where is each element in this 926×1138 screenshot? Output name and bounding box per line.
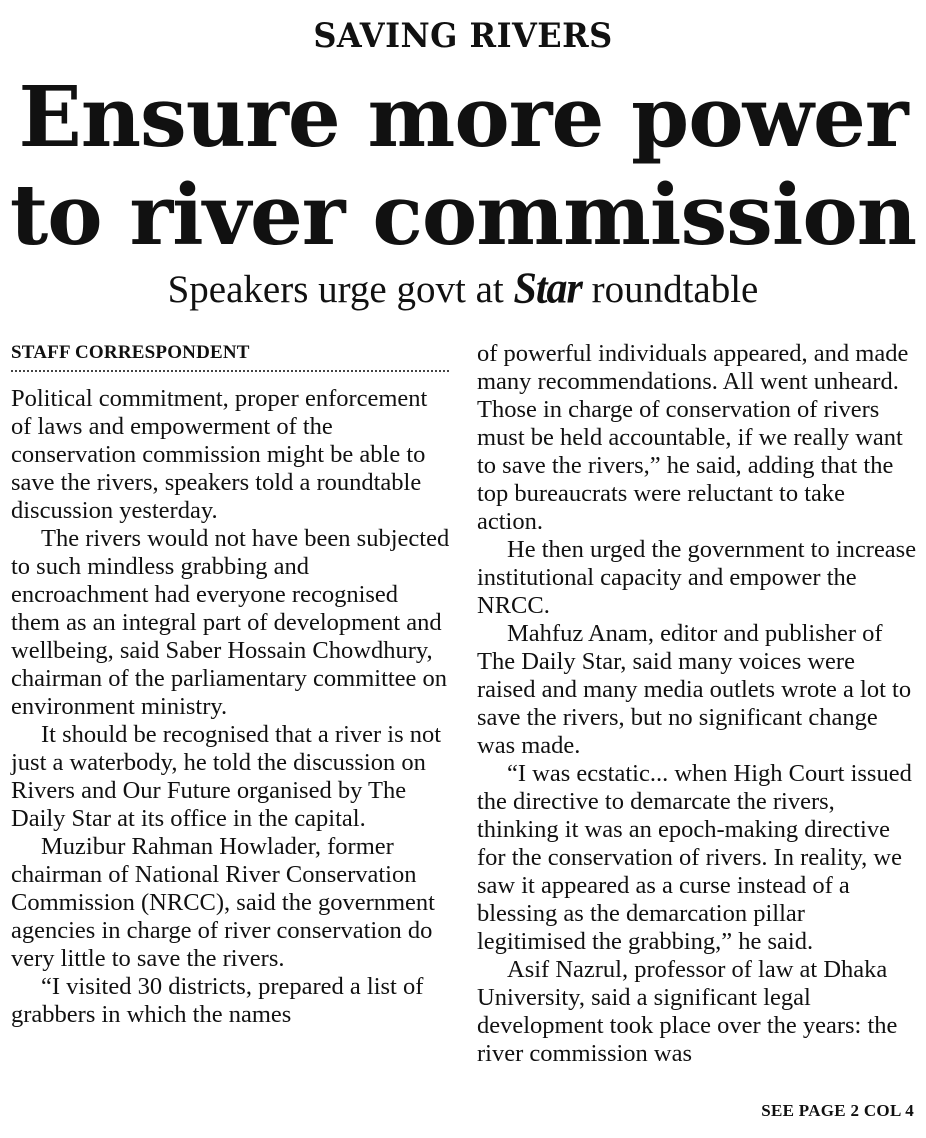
paragraph: Asif Nazrul, professor of law at Dhaka University, said a significant legal development took place over the years: the river commission was	[477, 956, 898, 1067]
paragraph: Mahfuz Anam, editor and publisher of The Daily Star, said many voices were raised and many media outlets wrote a lot to save the rivers, but no significant change was made.	[477, 620, 912, 759]
paragraph: “I visited 30 districts, prepared a list of grabbers in which the names	[11, 973, 424, 1028]
paragraph: Political commitment, proper enforcement of laws and empowerment of the conservation commission might be able to save the rivers, speakers told a roundtable discussion yesterday.	[11, 385, 428, 524]
subhead-before: Speakers urge govt at	[167, 268, 504, 311]
headline-line-2: to river commission	[9, 166, 917, 264]
paragraph: “I was ecstatic... when High Court issued the directive to demarcate the rivers, thinking it was an epoch-making directive for the conservation of rivers. In reality, we saw it appeared as a curse instead of a blessing as the demarcation pillar legitimised the grabbing,” he said.	[477, 760, 912, 955]
subheadline	[0, 263, 926, 316]
paragraph: He then urged the government to increase institutional capacity and empower the NRCC.	[477, 536, 917, 619]
byline-divider	[11, 370, 449, 372]
paragraph: The rivers would not have been subjected to such mindless grabbing and encroachment had everyone recognised them as an integral part of development and wellbeing, said Saber Hossain Chowdhury, chairman of the parliamentary committee on environment ministry.	[11, 525, 450, 720]
star-logo: Star	[513, 264, 582, 314]
right-column	[477, 340, 917, 1068]
paragraph: It should be recognised that a river is not just a waterbody, he told the discussion on Rivers and Our Future organised by The Daily Star at its office in the capital.	[11, 721, 442, 832]
subhead-after: roundtable	[591, 268, 759, 311]
continuation-note: SEE PAGE 2 COL 4	[761, 1101, 914, 1120]
headline-line-1: Ensure more power	[18, 68, 908, 166]
kicker: SAVING RIVERS	[313, 16, 613, 56]
headline	[0, 68, 926, 264]
byline: STAFF CORRESPONDENT	[11, 342, 250, 363]
left-column	[11, 340, 451, 1029]
paragraph: of powerful individuals appeared, and made many recommendations. All went unheard. Those in charge of conservation of rivers must be held accountable, if we really want to save the rivers,” he said, adding that the top bureaucrats were reluctant to take action.	[477, 340, 909, 535]
paragraph: Muzibur Rahman Howlader, former chairman of National River Conservation Commission (NRCC), said the government agencies in charge of river conservation do very little to save the rivers.	[11, 833, 435, 972]
